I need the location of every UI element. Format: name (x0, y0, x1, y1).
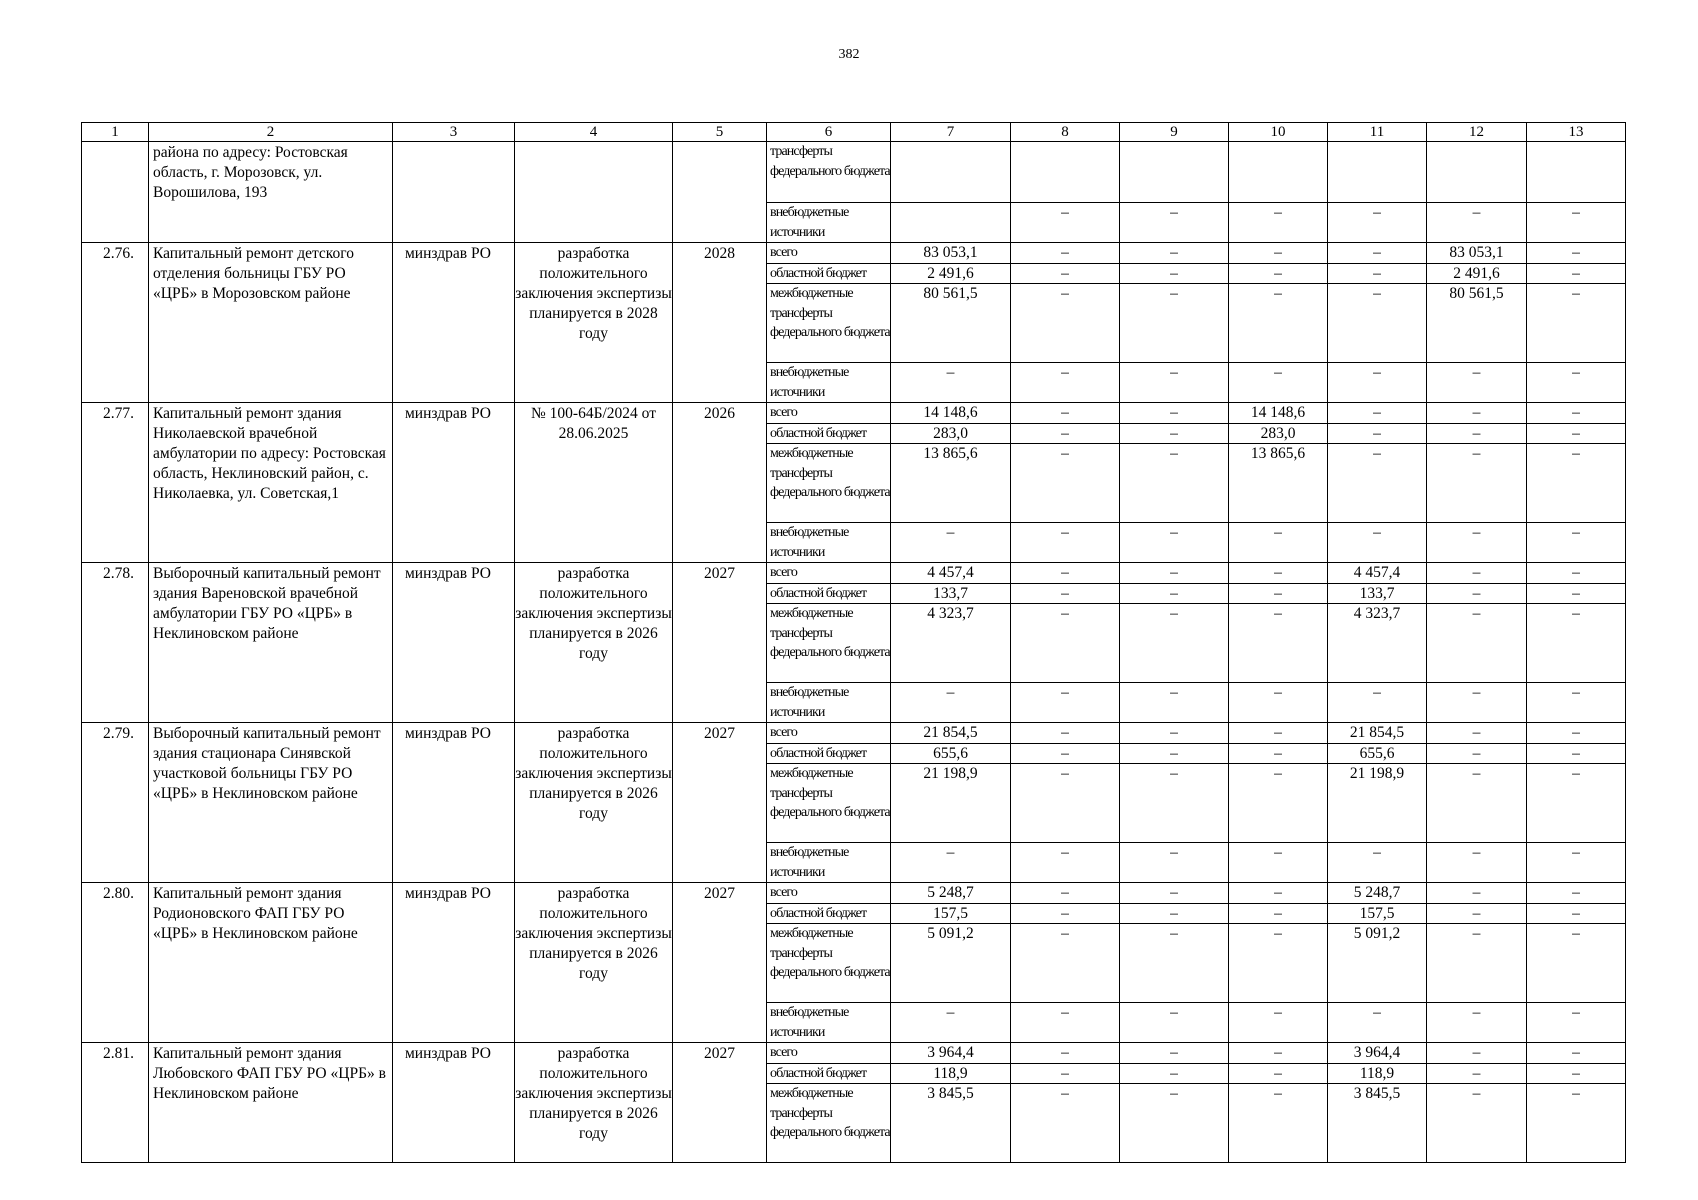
funding-amount: – (1527, 743, 1626, 764)
funding-amount: – (1120, 523, 1229, 563)
funding-amount: – (1527, 363, 1626, 403)
funding-amount: – (891, 523, 1011, 563)
funding-amount: 14 148,6 (891, 403, 1011, 424)
funding-source: межбюджетные трансферты федерального бюджета (767, 284, 891, 363)
funding-amount: – (1427, 403, 1527, 424)
funding-amount: – (1328, 263, 1427, 284)
funding-amount: – (891, 1003, 1011, 1043)
funding-amount: – (1120, 723, 1229, 744)
funding-amount: – (1011, 1084, 1120, 1163)
funding-amount: – (1229, 1063, 1328, 1084)
funding-amount: – (1229, 563, 1328, 584)
funding-amount: – (1011, 1063, 1120, 1084)
funding-amount: – (1229, 1043, 1328, 1064)
funding-amount: – (1120, 924, 1229, 1003)
responsible-executor: минздрав РО (393, 1043, 515, 1163)
funding-amount: – (1120, 444, 1229, 523)
column-number: 3 (393, 123, 515, 142)
funding-amount: – (1427, 1063, 1527, 1084)
funding-amount: – (1229, 883, 1328, 904)
funding-amount: – (1427, 423, 1527, 444)
funding-amount: – (1229, 523, 1328, 563)
completion-year: 2027 (673, 723, 767, 883)
funding-amount: – (1427, 1003, 1527, 1043)
funding-amount: – (1011, 263, 1120, 284)
item-name: Выборочный капитальный ремонт здания стационара Синявской участковой больницы ГБУ РО «ЦРБ» в Неклиновском районе (149, 723, 393, 883)
funding-amount: – (1527, 263, 1626, 284)
funding-amount: – (1229, 1084, 1328, 1163)
column-number: 4 (515, 123, 673, 142)
funding-amount: – (1011, 843, 1120, 883)
expertise-status (515, 142, 673, 243)
program-table-wrapper (81, 122, 1625, 1163)
funding-source: межбюджетные трансферты федерального бюджета (767, 604, 891, 683)
funding-amount: – (1427, 363, 1527, 403)
funding-amount: 118,9 (1328, 1063, 1427, 1084)
funding-amount: 157,5 (1328, 903, 1427, 924)
table-row (82, 1043, 1626, 1064)
funding-amount: 133,7 (891, 583, 1011, 604)
column-number: 10 (1229, 123, 1328, 142)
funding-amount: 21 198,9 (1328, 764, 1427, 843)
funding-amount: – (1427, 743, 1527, 764)
item-name: района по адресу: Ростовская область, г. Морозовск, ул. Ворошилова, 193 (149, 142, 393, 243)
funding-source: внебюджетные источники (767, 203, 891, 243)
funding-amount: 13 865,6 (1229, 444, 1328, 523)
funding-amount: 655,6 (1328, 743, 1427, 764)
column-number: 1 (82, 123, 149, 142)
column-number-row (82, 123, 1626, 142)
responsible-executor: минздрав РО (393, 403, 515, 563)
funding-amount: – (1427, 924, 1527, 1003)
completion-year: 2026 (673, 403, 767, 563)
funding-amount: – (1011, 743, 1120, 764)
column-number: 5 (673, 123, 767, 142)
funding-amount: – (1120, 423, 1229, 444)
funding-amount: – (1427, 563, 1527, 584)
funding-amount: – (1527, 563, 1626, 584)
funding-amount: – (1011, 1043, 1120, 1064)
expertise-status: разработка положительного заключения экспертизы планируется в 2028 году (515, 243, 673, 403)
program-table (81, 122, 1626, 1163)
item-name: Капитальный ремонт здания Николаевской врачебной амбулатории по адресу: Ростовская область, Неклиновский район, с. Николаевка, ул. Советская,1 (149, 403, 393, 563)
item-number (82, 142, 149, 243)
funding-amount: – (1527, 583, 1626, 604)
funding-source: областной бюджет (767, 1063, 891, 1084)
funding-amount: 5 248,7 (1328, 883, 1427, 904)
funding-amount: – (1120, 243, 1229, 264)
table-row (82, 563, 1626, 584)
funding-amount (891, 142, 1011, 203)
responsible-executor: минздрав РО (393, 563, 515, 723)
funding-amount: – (1427, 1084, 1527, 1163)
funding-amount: 3 964,4 (891, 1043, 1011, 1064)
funding-amount: – (1011, 924, 1120, 1003)
funding-source: областной бюджет (767, 423, 891, 444)
funding-amount: – (1229, 683, 1328, 723)
funding-amount: – (891, 363, 1011, 403)
funding-amount: 83 053,1 (1427, 243, 1527, 264)
table-row (82, 243, 1626, 264)
funding-amount: – (1120, 1063, 1229, 1084)
funding-source: межбюджетные трансферты федерального бюджета (767, 444, 891, 523)
funding-source: внебюджетные источники (767, 843, 891, 883)
funding-amount: – (1527, 423, 1626, 444)
funding-amount: – (1328, 523, 1427, 563)
expertise-status: разработка положительного заключения экспертизы планируется в 2026 году (515, 723, 673, 883)
funding-amount: – (1527, 604, 1626, 683)
funding-amount: – (1011, 764, 1120, 843)
funding-amount (1229, 142, 1328, 203)
column-number: 2 (149, 123, 393, 142)
funding-amount: – (1527, 883, 1626, 904)
funding-source: областной бюджет (767, 263, 891, 284)
item-name: Капитальный ремонт детского отделения больницы ГБУ РО «ЦРБ» в Морозовском районе (149, 243, 393, 403)
funding-amount: – (1120, 683, 1229, 723)
funding-amount: – (1328, 683, 1427, 723)
funding-source: межбюджетные трансферты федерального бюджета (767, 1084, 891, 1163)
funding-source: областной бюджет (767, 903, 891, 924)
funding-amount (1120, 142, 1229, 203)
funding-amount: – (1328, 403, 1427, 424)
table-row (82, 142, 1626, 203)
item-name: Выборочный капитальный ремонт здания Вареновской врачебной амбулатории ГБУ РО «ЦРБ» в Неклиновском районе (149, 563, 393, 723)
funding-amount: – (1427, 604, 1527, 683)
funding-amount: – (1011, 203, 1120, 243)
table-row (82, 883, 1626, 904)
funding-amount: – (1328, 423, 1427, 444)
funding-amount: – (1120, 563, 1229, 584)
funding-amount: 83 053,1 (891, 243, 1011, 264)
funding-source: всего (767, 243, 891, 264)
funding-amount: – (1120, 743, 1229, 764)
funding-amount: – (1229, 924, 1328, 1003)
funding-amount: 4 457,4 (891, 563, 1011, 584)
funding-amount (1011, 142, 1120, 203)
funding-amount: 4 323,7 (891, 604, 1011, 683)
funding-source: всего (767, 1043, 891, 1064)
funding-amount: 133,7 (1328, 583, 1427, 604)
funding-amount: – (1328, 363, 1427, 403)
funding-amount: – (1527, 723, 1626, 744)
funding-amount: – (1527, 1084, 1626, 1163)
item-number: 2.76. (82, 243, 149, 403)
funding-source: областной бюджет (767, 743, 891, 764)
funding-source: внебюджетные источники (767, 363, 891, 403)
funding-amount: – (1427, 683, 1527, 723)
funding-source: межбюджетные трансферты федерального бюджета (767, 764, 891, 843)
item-number: 2.77. (82, 403, 149, 563)
funding-amount: – (1527, 284, 1626, 363)
funding-amount: – (1229, 764, 1328, 843)
funding-source: трансферты федерального бюджета (767, 142, 891, 203)
page-number: 382 (838, 47, 860, 62)
funding-amount: – (1120, 363, 1229, 403)
funding-source: областной бюджет (767, 583, 891, 604)
funding-source: всего (767, 403, 891, 424)
funding-amount: – (1120, 883, 1229, 904)
funding-amount: – (1527, 924, 1626, 1003)
funding-amount: – (1527, 444, 1626, 523)
funding-amount: 157,5 (891, 903, 1011, 924)
funding-amount: – (1120, 263, 1229, 284)
completion-year: 2027 (673, 1043, 767, 1163)
funding-amount: – (1011, 363, 1120, 403)
funding-amount: – (1011, 1003, 1120, 1043)
funding-amount: 2 491,6 (891, 263, 1011, 284)
funding-amount: – (1011, 423, 1120, 444)
completion-year (673, 142, 767, 243)
funding-amount (1527, 142, 1626, 203)
expertise-status: разработка положительного заключения экспертизы планируется в 2026 году (515, 883, 673, 1043)
funding-amount: – (1011, 444, 1120, 523)
funding-amount: 2 491,6 (1427, 263, 1527, 284)
expertise-status: разработка положительного заключения экспертизы планируется в 2026 году (515, 1043, 673, 1163)
funding-amount: – (1427, 444, 1527, 523)
funding-amount: – (1011, 284, 1120, 363)
funding-amount: 21 854,5 (1328, 723, 1427, 744)
funding-amount: – (1229, 284, 1328, 363)
funding-amount: 283,0 (891, 423, 1011, 444)
funding-amount: – (1120, 843, 1229, 883)
funding-amount: – (1229, 723, 1328, 744)
column-number: 12 (1427, 123, 1527, 142)
funding-amount: 14 148,6 (1229, 403, 1328, 424)
funding-amount: – (1229, 263, 1328, 284)
funding-amount: – (1527, 403, 1626, 424)
funding-amount: – (891, 843, 1011, 883)
funding-amount: – (1120, 1043, 1229, 1064)
funding-amount: – (1328, 1003, 1427, 1043)
funding-source: всего (767, 883, 891, 904)
funding-amount: – (1120, 764, 1229, 843)
funding-amount: 21 198,9 (891, 764, 1011, 843)
funding-amount: – (1427, 523, 1527, 563)
funding-amount: – (1427, 1043, 1527, 1064)
funding-amount: – (1427, 883, 1527, 904)
funding-amount: – (1229, 604, 1328, 683)
funding-amount: – (1011, 883, 1120, 904)
funding-amount: 3 845,5 (1328, 1084, 1427, 1163)
funding-amount: – (1011, 403, 1120, 424)
funding-amount: – (1011, 903, 1120, 924)
funding-source: всего (767, 563, 891, 584)
funding-amount: – (1527, 683, 1626, 723)
funding-amount (891, 203, 1011, 243)
column-number: 9 (1120, 123, 1229, 142)
funding-amount: – (1011, 683, 1120, 723)
funding-amount: – (1229, 243, 1328, 264)
funding-amount: – (1328, 203, 1427, 243)
responsible-executor: минздрав РО (393, 723, 515, 883)
funding-amount: – (1427, 203, 1527, 243)
funding-amount: – (1011, 563, 1120, 584)
table-row (82, 403, 1626, 424)
funding-amount: – (1527, 1063, 1626, 1084)
funding-amount: – (891, 683, 1011, 723)
funding-amount (1427, 142, 1527, 203)
funding-source: внебюджетные источники (767, 1003, 891, 1043)
responsible-executor: минздрав РО (393, 243, 515, 403)
funding-amount: 5 091,2 (1328, 924, 1427, 1003)
funding-amount: – (1229, 903, 1328, 924)
funding-amount: – (1229, 583, 1328, 604)
funding-amount: – (1527, 1003, 1626, 1043)
responsible-executor (393, 142, 515, 243)
funding-amount: – (1527, 203, 1626, 243)
item-number: 2.79. (82, 723, 149, 883)
item-number: 2.80. (82, 883, 149, 1043)
funding-amount: – (1527, 903, 1626, 924)
funding-amount: – (1527, 1043, 1626, 1064)
completion-year: 2027 (673, 883, 767, 1043)
funding-source: всего (767, 723, 891, 744)
column-number: 13 (1527, 123, 1626, 142)
column-number: 7 (891, 123, 1011, 142)
funding-amount: – (1120, 403, 1229, 424)
funding-amount: – (1120, 1084, 1229, 1163)
funding-amount: 13 865,6 (891, 444, 1011, 523)
column-number: 11 (1328, 123, 1427, 142)
funding-amount: – (1527, 843, 1626, 883)
funding-amount: – (1120, 604, 1229, 683)
column-number: 8 (1011, 123, 1120, 142)
funding-amount: – (1427, 903, 1527, 924)
expertise-status: разработка положительного заключения экспертизы планируется в 2026 году (515, 563, 673, 723)
funding-amount: – (1011, 723, 1120, 744)
funding-amount: 4 457,4 (1328, 563, 1427, 584)
funding-amount: – (1427, 764, 1527, 843)
funding-amount: – (1011, 583, 1120, 604)
funding-amount: – (1120, 284, 1229, 363)
expertise-status: № 100-64Б/2024 от 28.06.2025 (515, 403, 673, 563)
funding-source: внебюджетные источники (767, 683, 891, 723)
funding-amount: – (1527, 764, 1626, 843)
funding-amount: – (1229, 843, 1328, 883)
funding-amount: – (1011, 243, 1120, 264)
funding-amount: – (1427, 723, 1527, 744)
funding-amount: 4 323,7 (1328, 604, 1427, 683)
table-row (82, 723, 1626, 744)
funding-amount: 655,6 (891, 743, 1011, 764)
funding-amount: – (1229, 1003, 1328, 1043)
completion-year: 2027 (673, 563, 767, 723)
funding-source: внебюджетные источники (767, 523, 891, 563)
funding-amount: – (1427, 843, 1527, 883)
item-number: 2.78. (82, 563, 149, 723)
funding-amount: 5 248,7 (891, 883, 1011, 904)
funding-amount: – (1527, 523, 1626, 563)
funding-amount: – (1120, 903, 1229, 924)
funding-amount: 283,0 (1229, 423, 1328, 444)
funding-amount: – (1120, 203, 1229, 243)
funding-amount: 21 854,5 (891, 723, 1011, 744)
completion-year: 2028 (673, 243, 767, 403)
funding-amount: – (1120, 1003, 1229, 1043)
funding-amount: – (1229, 363, 1328, 403)
funding-amount: – (1120, 583, 1229, 604)
funding-amount: 80 561,5 (1427, 284, 1527, 363)
item-name: Капитальный ремонт здания Родионовского ФАП ГБУ РО «ЦРБ» в Неклиновском районе (149, 883, 393, 1043)
funding-amount (1328, 142, 1427, 203)
funding-source: межбюджетные трансферты федерального бюджета (767, 924, 891, 1003)
funding-amount: 118,9 (891, 1063, 1011, 1084)
column-number: 6 (767, 123, 891, 142)
funding-amount: – (1328, 243, 1427, 264)
funding-amount: 80 561,5 (891, 284, 1011, 363)
funding-amount: – (1427, 583, 1527, 604)
item-name: Капитальный ремонт здания Любовского ФАП ГБУ РО «ЦРБ» в Неклиновском районе (149, 1043, 393, 1163)
funding-amount: – (1229, 203, 1328, 243)
funding-amount: – (1527, 243, 1626, 264)
item-number: 2.81. (82, 1043, 149, 1163)
funding-amount: 3 845,5 (891, 1084, 1011, 1163)
funding-amount: – (1011, 523, 1120, 563)
responsible-executor: минздрав РО (393, 883, 515, 1043)
table-body (82, 123, 1626, 1163)
funding-amount: – (1328, 444, 1427, 523)
funding-amount: – (1011, 604, 1120, 683)
funding-amount: 5 091,2 (891, 924, 1011, 1003)
funding-amount: – (1328, 284, 1427, 363)
funding-amount: – (1229, 743, 1328, 764)
funding-amount: 3 964,4 (1328, 1043, 1427, 1064)
funding-amount: – (1328, 843, 1427, 883)
